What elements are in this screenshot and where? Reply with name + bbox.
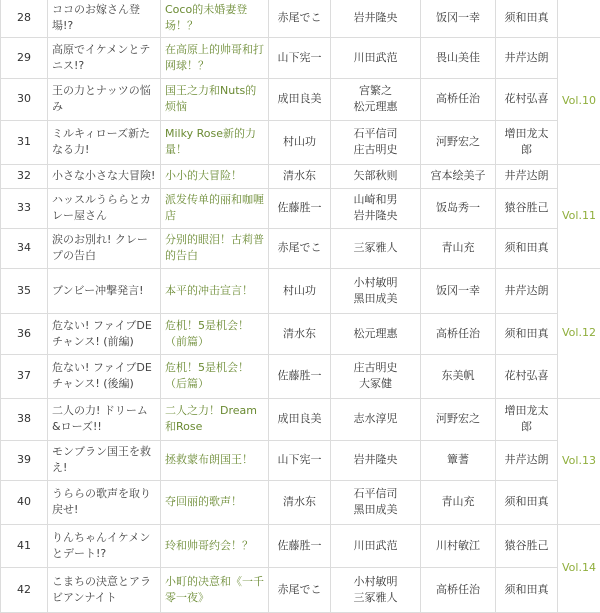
volume-label [558,0,600,37]
episode-director: 河野宏之 [421,120,496,164]
episode-title-cn: 分别的眼泪！古莉普的告白 [161,228,269,268]
episode-script: 村山功 [269,268,331,313]
episode-animation: 须和田真 [496,313,558,354]
episode-storyboard: 矢部秋则 [331,164,421,188]
episode-director: 青山充 [421,480,496,524]
episode-storyboard: 石平信司 黑田成美 [331,480,421,524]
episode-title-jp: ハッスルうららとカレー屋さん [48,188,161,228]
episode-script: 赤尾でこ [269,228,331,268]
table-row [1,398,600,440]
episode-number: 32 [1,164,48,188]
table-row [1,354,600,398]
episode-script: 赤尾でこ [269,567,331,612]
volume-label: Vol.10 [558,37,600,164]
episode-title-jp: りんちゃんイケメンとデート!? [48,524,161,567]
episode-title-jp: 二人の力! ドリーム&ローズ!! [48,398,161,440]
table-row [1,188,600,228]
episode-number: 38 [1,398,48,440]
episode-title-jp: 涙のお別れ! クレープの告白 [48,228,161,268]
episode-title-cn: 危机！5是机会！（前篇） [161,313,269,354]
episode-storyboard: 石平信司 庄古明史 [331,120,421,164]
table-row [1,37,600,78]
episode-storyboard: 岩井隆央 [331,440,421,480]
episode-storyboard: 宫繁之 松元理惠 [331,78,421,120]
episode-script: 清水东 [269,313,331,354]
table-row [1,0,600,37]
episode-script: 山下宪一 [269,37,331,78]
episode-director: 饭岛秀一 [421,188,496,228]
episode-director: 河野宏之 [421,398,496,440]
volume-label: Vol.14 [558,524,600,612]
episode-number: 30 [1,78,48,120]
episode-script: 成田良美 [269,398,331,440]
episode-number: 31 [1,120,48,164]
table-row [1,78,600,120]
episode-title-jp: ココのお嫁さん登場!? [48,0,161,37]
volume-label: Vol.11 [558,164,600,268]
table-row [1,120,600,164]
episode-director: 饭冈一幸 [421,0,496,37]
episode-title-jp: 王の力とナッツの悩み [48,78,161,120]
table-row [1,480,600,524]
episode-director: 宫本绘美子 [421,164,496,188]
episode-animation: 猿谷胜己 [496,188,558,228]
episode-storyboard: 岩井隆央 [331,0,421,37]
episode-storyboard: 小村敏明 三冢雅人 [331,567,421,612]
episode-animation: 须和田真 [496,228,558,268]
episode-number: 36 [1,313,48,354]
episode-number: 33 [1,188,48,228]
episode-number: 29 [1,37,48,78]
episode-storyboard: 志水淳児 [331,398,421,440]
episode-storyboard: 山崎和男 岩井隆央 [331,188,421,228]
episode-animation: 须和田真 [496,567,558,612]
episode-script: 村山功 [269,120,331,164]
episode-title-jp: 危ない! ファイブDEチャンス! (前編) [48,313,161,354]
episode-title-cn: 拯救蒙布朗国王！ [161,440,269,480]
episode-animation: 花村弘喜 [496,354,558,398]
episode-title-cn: 危机！5是机会！（后篇） [161,354,269,398]
episode-animation: 须和田真 [496,0,558,37]
episode-animation: 井芹达朗 [496,37,558,78]
episode-title-cn: 派发传单的丽和咖喱店 [161,188,269,228]
episode-title-cn: 在高原上的帅哥和打网球！？ [161,37,269,78]
episode-number: 35 [1,268,48,313]
episode-title-cn: 小町的决意和《一千零一夜》 [161,567,269,612]
table-row [1,567,600,612]
volume-label: Vol.13 [558,398,600,524]
episode-title-cn: 小小的大冒险！ [161,164,269,188]
table-row [1,268,600,313]
table-row [1,313,600,354]
table-row [1,440,600,480]
episode-number: 37 [1,354,48,398]
volume-label: Vol.12 [558,268,600,398]
episode-number: 39 [1,440,48,480]
table-row [1,228,600,268]
episode-title-cn: Milky Rose新的力量！ [161,120,269,164]
episode-title-jp: ブンビー冲撃発言! [48,268,161,313]
episode-title-jp: うららの歌声を取り戻せ! [48,480,161,524]
episode-title-jp: 高原でイケメンとテニス!? [48,37,161,78]
episode-title-cn: 本平的冲击宣言！ [161,268,269,313]
episode-number: 28 [1,0,48,37]
episode-script: 佐藤胜一 [269,188,331,228]
episode-title-jp: 小さな小さな大冒険! [48,164,161,188]
episode-number: 42 [1,567,48,612]
episode-storyboard: 川田武范 [331,37,421,78]
episode-storyboard: 三冢雅人 [331,228,421,268]
episode-director: 青山充 [421,228,496,268]
episode-title-cn: 二人之力！Dream和Rose [161,398,269,440]
episode-title-jp: ミルキィローズ新たなる力! [48,120,161,164]
episode-storyboard: 小村敏明 黑田成美 [331,268,421,313]
episode-title-cn: 夺回丽的歌声！ [161,480,269,524]
episode-director: 畏山美佳 [421,37,496,78]
episode-director: 东美帆 [421,354,496,398]
episode-number: 40 [1,480,48,524]
episode-script: 佐藤胜一 [269,524,331,567]
episode-number: 41 [1,524,48,567]
episode-director: 川村敏江 [421,524,496,567]
episode-script: 赤尾でこ [269,0,331,37]
episode-script: 山下宪一 [269,440,331,480]
episode-animation: 增田龙太郎 [496,120,558,164]
episode-animation: 须和田真 [496,480,558,524]
episode-title-cn: 国王之力和Nuts的烦恼 [161,78,269,120]
episode-animation: 井芹达朗 [496,164,558,188]
episode-title-cn: Coco的未婚妻登场！？ [161,0,269,37]
episode-script: 清水东 [269,164,331,188]
episode-director: 高桥任治 [421,567,496,612]
episode-script: 清水东 [269,480,331,524]
episode-title-jp: 危ない! ファイブDEチャンス! (後編) [48,354,161,398]
episode-animation: 井芹达朗 [496,268,558,313]
episode-storyboard: 松元理惠 [331,313,421,354]
episode-script: 成田良美 [269,78,331,120]
episode-storyboard: 庄古明史 大冢健 [331,354,421,398]
episode-script: 佐藤胜一 [269,354,331,398]
episode-director: 簟蓍 [421,440,496,480]
episode-title-jp: こまちの決意とアラビアンナイト [48,567,161,612]
table-row [1,164,600,188]
episode-storyboard: 川田武范 [331,524,421,567]
episode-title-cn: 玲和帅哥约会！？ [161,524,269,567]
episode-animation: 猿谷胜己 [496,524,558,567]
episode-director: 饭冈一幸 [421,268,496,313]
episode-animation: 井芹达朗 [496,440,558,480]
episode-number: 34 [1,228,48,268]
table-row [1,524,600,567]
episode-title-jp: モンブラン国王を救え! [48,440,161,480]
episode-animation: 增田龙太郎 [496,398,558,440]
episode-animation: 花村弘喜 [496,78,558,120]
episode-director: 高桥任治 [421,313,496,354]
episode-director: 高桥任治 [421,78,496,120]
